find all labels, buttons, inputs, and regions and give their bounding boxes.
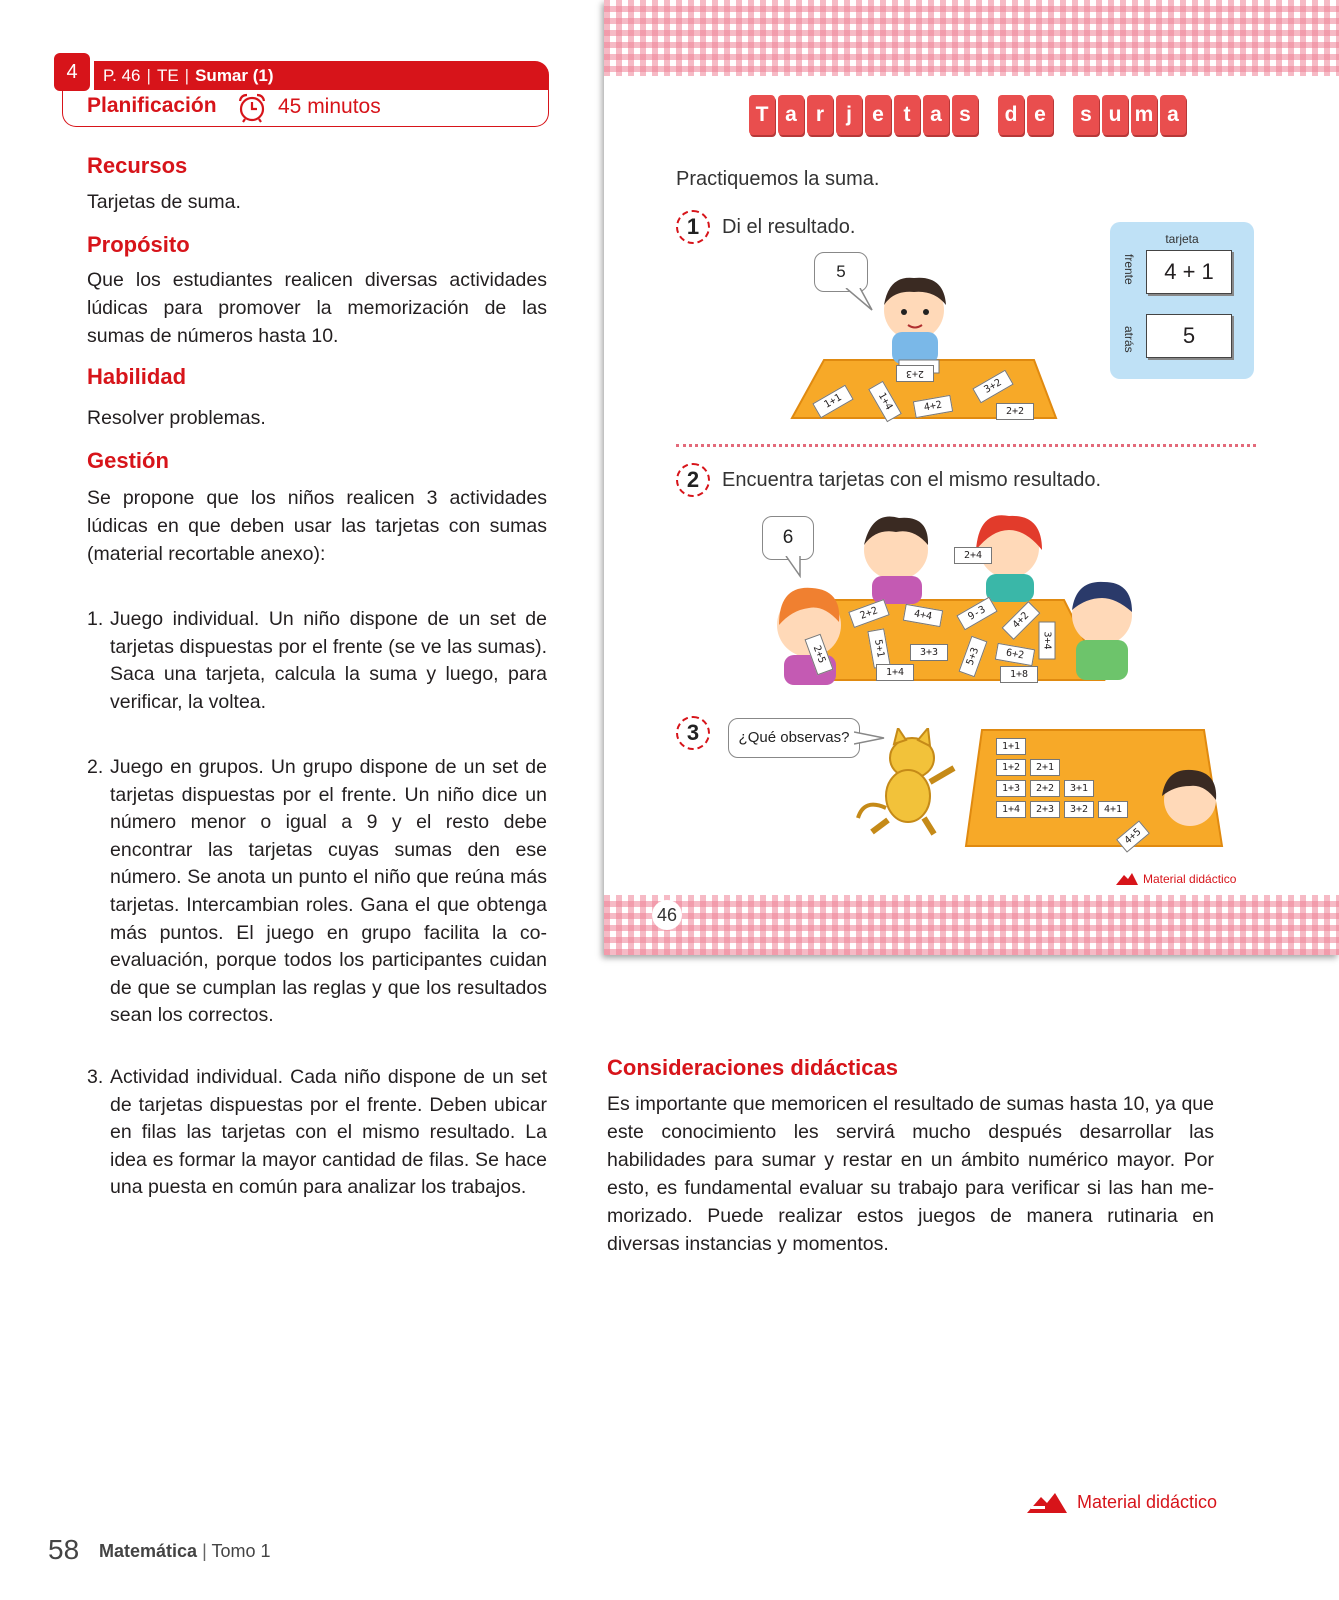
title-spacer	[1056, 95, 1070, 135]
exercise-1-text: Di el resultado.	[722, 216, 856, 238]
title-spacer	[981, 95, 995, 135]
back-label: atrás	[1122, 326, 1136, 353]
item-text: Actividad individual. Cada niño dispone de un set de tarjetas dispuestas por el frente. Deben ubicar en filas las tarjetas con el mismo resultado. La idea es formar la mayor cantidad de filas. Se hace una puesta en común para analizar los trabajos.	[110, 1066, 547, 1199]
title-letter-tile: e	[865, 95, 891, 135]
student-page	[604, 0, 1339, 955]
material-didactico-label	[1027, 1492, 1217, 1513]
front-label: frente	[1122, 254, 1136, 285]
addition-card: 4+1	[1098, 801, 1128, 818]
lesson-header-bar: P. 46 | TE | Sumar (1)	[94, 61, 549, 90]
title-letter-tile: e	[1027, 95, 1053, 135]
gestion-item	[87, 754, 547, 1030]
page-reference: P. 46	[103, 66, 141, 85]
gestion-item	[87, 1064, 547, 1202]
title-letter-tile: s	[1073, 95, 1099, 135]
subject-name: Matemática	[99, 1541, 198, 1561]
lesson-number: 4	[54, 53, 90, 91]
title-letter-tile: j	[836, 95, 862, 135]
addition-card: 2+3	[1030, 801, 1060, 818]
te-label: TE	[156, 66, 179, 85]
footer-subject: Matemática | Tomo 1	[99, 1541, 271, 1561]
addition-card: 2+1	[1030, 759, 1060, 776]
dotted-divider	[676, 444, 1256, 447]
item-text: Juego en grupos. Un grupo dispone de un set de tarjetas dispuestas por el frente. Un niño dice un número menor o igual a 9 y el resto debe encontrar las tarjetas cuyas sumas den ese número. Se anota un punto el niño que reúna más tarjetas. Intercambian roles. Gana el que obtenga más puntos. El juego en grupo facilita la co- evaluación, porque todos los participantes cuidan de que se cumplan las reglas y que los resultados sean los correctos.	[110, 756, 547, 1027]
consideraciones-heading: Consideraciones didácticas	[607, 1055, 898, 1080]
addition-card: 2+3	[896, 365, 934, 382]
card-example-panel	[1110, 222, 1254, 379]
title-letter-tile: s	[952, 95, 978, 135]
addition-card: 2+4	[954, 547, 992, 564]
addition-card: 2+2	[996, 403, 1034, 420]
exercise-number: 2	[676, 463, 710, 497]
addition-card: 1+4	[876, 664, 914, 681]
title-letter-tile: a	[923, 95, 949, 135]
material-didactico-label-small	[1116, 872, 1236, 886]
item-text: Juego individual. Un niño dispone de un set de tarjetas dispuestas por el frente (se ve las sumas). Saca una tarjeta, calcula la suma y luego, para verificar, la voltea.	[110, 608, 547, 713]
addition-card: 1+1	[812, 385, 853, 419]
title-letter-tile: T	[749, 95, 775, 135]
addition-card: 3+2	[1064, 801, 1094, 818]
consideraciones-text: Es importante que memoricen el resultado de sumas hasta 10, ya que este conocimiento les servirá mucho después desarrollar las habilidades para sumar y restar en un ámbito numérico mayor. Por esto, es fundamental evaluar su trabajo para verificar si las han me-morizado. Puede realizar estos juegos de manera rutinaria en diversas instancias y momentos.	[607, 1093, 1214, 1255]
title-letter-tile: t	[894, 95, 920, 135]
addition-card: 4+2	[1002, 601, 1041, 640]
addition-card: 3+1	[1064, 780, 1094, 797]
title-letter-tile: r	[807, 95, 833, 135]
material-text: Material didáctico	[1077, 1492, 1218, 1512]
addition-card: 3+3	[910, 644, 948, 661]
material-text: Material didáctico	[1143, 872, 1237, 886]
material-icon	[1116, 873, 1138, 885]
addition-card: 4+2	[913, 395, 953, 418]
card-back: 5	[1146, 314, 1232, 358]
alarm-clock-icon	[236, 92, 268, 124]
title-letter-tile: a	[778, 95, 804, 135]
gestion-heading: Gestión	[87, 448, 169, 473]
speech-bubble: ¿Qué observas?	[728, 718, 860, 758]
exercise-number: 1	[676, 210, 710, 244]
addition-card: 2+2	[848, 599, 890, 628]
cat-illustration	[854, 728, 964, 838]
addition-card: 6+2	[995, 643, 1035, 666]
addition-card: 5+3	[959, 636, 988, 678]
addition-card: 3+4	[1039, 622, 1056, 660]
addition-card: 1+4	[868, 381, 902, 422]
addition-card: 1+2	[996, 759, 1026, 776]
addition-card: 1+3	[996, 780, 1026, 797]
recursos-heading: Recursos	[87, 153, 188, 178]
exercise-2-text: Encuentra tarjetas con el mismo resultado.	[722, 469, 1102, 491]
addition-card: 4+5	[1116, 820, 1150, 852]
addition-card: 9-3	[956, 597, 997, 631]
addition-card: 2+2	[1030, 780, 1060, 797]
item-number: 1.	[87, 608, 104, 630]
page-title-tiles	[749, 95, 1186, 135]
exercise-number: 3	[676, 716, 710, 750]
planning-label: Planificación	[87, 94, 217, 117]
addition-card: 4+4	[903, 604, 943, 627]
item-number: 3.	[87, 1066, 104, 1088]
speech-bubble: 5	[814, 252, 868, 292]
item-number: 2.	[87, 756, 104, 778]
addition-card: 3+2	[972, 370, 1013, 404]
card-label: tarjeta	[1165, 232, 1199, 246]
habilidad-heading: Habilidad	[87, 364, 187, 389]
title-letter-tile: a	[1160, 95, 1186, 135]
lesson-title: Sumar (1)	[195, 66, 274, 85]
student-page-number: 46	[652, 900, 682, 930]
recursos-text: Tarjetas de suma.	[87, 191, 241, 213]
addition-card: 1+8	[1000, 666, 1038, 683]
addition-card: 2+5	[805, 634, 834, 676]
title-letter-tile: u	[1102, 95, 1128, 135]
proposito-text: Que los estudiantes realicen diversas actividades lúdicas para promover la memorización de las sumas de números hasta 10.	[87, 269, 547, 347]
speech-bubble: 6	[762, 516, 814, 560]
proposito-heading: Propósito	[87, 232, 190, 257]
gingham-border-top	[604, 0, 1339, 76]
student-intro: Practiquemos la suma.	[676, 168, 880, 190]
addition-card: 1+4	[996, 801, 1026, 818]
material-icon	[1027, 1493, 1067, 1513]
gestion-item	[87, 606, 547, 716]
title-letter-tile: d	[998, 95, 1024, 135]
gingham-border-bottom	[604, 895, 1339, 955]
habilidad-text: Resolver problemas.	[87, 407, 266, 429]
gestion-intro: Se propone que los niños realicen 3 actividades lúdicas en que deben usar las tarjetas con sumas (material recortable anexo):	[87, 487, 547, 565]
volume-name: Tomo 1	[211, 1541, 271, 1561]
card-front: 4 + 1	[1146, 250, 1232, 294]
addition-card: 5+1	[867, 628, 890, 668]
title-letter-tile: m	[1131, 95, 1157, 135]
addition-card: 1+1	[996, 738, 1026, 755]
page-number: 58	[48, 1534, 80, 1565]
duration-label: 45 minutos	[278, 95, 381, 118]
